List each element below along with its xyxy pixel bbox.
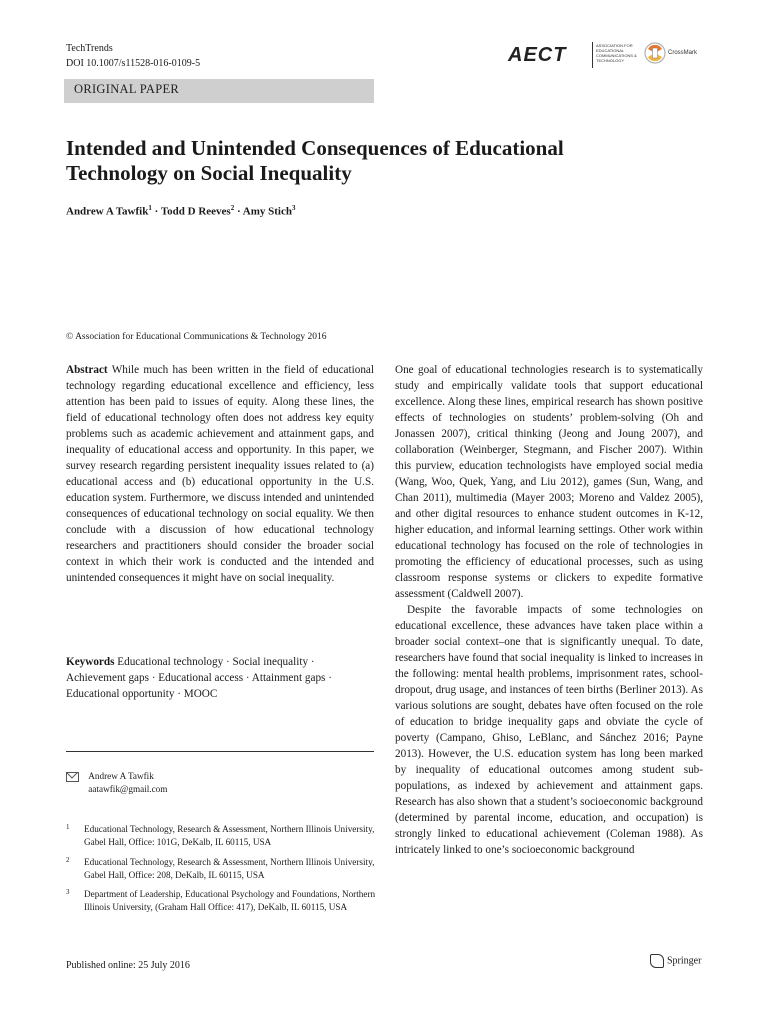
keywords-section	[66, 654, 374, 702]
logo-divider	[592, 42, 593, 68]
abstract-section	[66, 362, 374, 586]
contact-email[interactable]: aatawfik@gmail.com	[88, 783, 168, 794]
aect-logo: AECT	[508, 44, 567, 66]
author-separator: ·	[151, 205, 161, 218]
title-line-2: Technology on Social Inequality	[66, 161, 352, 185]
abstract-text: While much has been written in the field of educational technology regarding educational excellence and efficiency, less attention has been paid to issues of equity. Along these lines, the field of educational technology often does not address key equity problems such as academic achievement and attainment gaps, and inequality of educational access and opportunity. In this paper, we survey research regarding persistent inequality issues related to (a) educational access and (b) educational opportunity in the U.S. education system. Furthermore, we discuss intended and unintended consequences of educational technology on social equality. We then conclude with a discussion of how educational technology researchers and practitioners should consider the broader social context in which their work is conducted and the intended and unintended consequences it might have on social inequality.	[66, 364, 374, 584]
affiliation-text: Educational Technology, Research & Assessment, Northern Illinois University, Gabel Hall, Office: 208, DeKalb, IL 60115, USA	[84, 857, 375, 880]
affiliation-number: 3	[66, 888, 70, 896]
article-type-banner	[64, 79, 374, 103]
author-affiliation-mark: 3	[291, 204, 296, 212]
crossmark-label: CrossMark	[668, 50, 698, 56]
author-name[interactable]: Andrew A Tawfik	[66, 205, 149, 218]
body-text	[395, 362, 703, 858]
journal-header	[66, 41, 200, 71]
title-line-1: Intended and Unintended Consequences of Educational	[66, 136, 564, 160]
publisher-name: Springer	[667, 955, 702, 967]
doi: DOI 10.1007/s11528-016-0109-5	[66, 58, 201, 69]
author-list	[66, 204, 295, 218]
crossmark-icon[interactable]	[644, 42, 666, 64]
affiliation-number: 1	[66, 823, 70, 831]
paper-title	[66, 136, 666, 186]
aect-tagline: ASSOCIATION FOR EDUCATIONAL COMMUNICATIONS & TECHNOLOGY	[596, 43, 637, 63]
affiliation-text: Department of Leadership, Educational Psychology and Foundations, Northern Illinois University, (Graham Hall Office: 417), DeKalb, IL 60115, USA	[84, 889, 376, 912]
body-paragraph-1: One goal of educational technologies research is to systematically study and empirically validate tools that support educational excellence. Along these lines, empirical research has shown positive effects of technologies on students’ problem-solving (Oh and Jonassen 2007), critical thinking (Jeong and Joung 2007), and collaboration (Weinberger, Stegmann, and Fischer 2007). Within this purview, education technologists have employed social media (Wang, Woo, Quek, Yang, and Liu 2012), games (Sun, Wang, and Chan 2011), multimedia (Mayer 2003; Moreno and Valdez 2005), and other digital resources to enhance student outcomes in K-12, higher education, and informal learning settings. Other work within educational technology has focused on the role of technologies in promoting the efficiency of educational processes, such as using classroom response systems or clickers to expedite formative assessment (Caldwell 2007).	[395, 364, 703, 600]
journal-name: TechTrends	[66, 43, 113, 54]
keywords-label: Keywords	[66, 656, 115, 668]
contact-name: Andrew A Tawfik	[88, 771, 154, 781]
springer-horse-icon	[650, 954, 664, 968]
published-date: Published online: 25 July 2016	[66, 960, 190, 971]
footnote-divider	[66, 751, 374, 752]
keywords-text: Educational technology · Social inequality · Achievement gaps · Educational access · Attainment gaps · Educational opportunity · MOOC	[66, 656, 332, 700]
article-type: ORIGINAL PAPER	[74, 82, 180, 96]
affiliation-number: 2	[66, 856, 70, 864]
body-paragraph-2: Despite the favorable impacts of some technologies on educational excellence, these advances have taken place within a broader social context–one that is significantly unequal. To date, researchers have found that social inequality is linked to increases in the following: mental health problems, imprisonment rates, school-dropout, drug usage, and instances of teen births (Berliner 2013). As various solutions are sought, debates have often focused on the role of education to bridge inequality gaps and obviate the cycle of poverty (Campano, Ghiso, LeBlanc, and Sánchez 2016; Payne 2013). However, the U.S. education system has long been marked by inequality of educational outcomes among student sub-populations, as indexed by achievement and attainment gaps. Research has also shown that a student’s socioeconomic background (determined by parental income, education, and occupation) is strongly linked to educational achievement (Coleman 1988). As intricately linked to one’s socioeconomic background	[395, 604, 703, 856]
affiliation-text: Educational Technology, Research & Assessment, Northern Illinois University, Gabel Hall, Office: 101G, DeKalb, IL 60115, USA	[84, 824, 375, 847]
author-affiliation-mark: 2	[230, 204, 235, 212]
springer-logo	[650, 954, 701, 968]
author-name[interactable]: Todd D Reeves	[160, 205, 231, 218]
corresponding-author	[66, 770, 167, 795]
author-separator: ·	[234, 205, 243, 218]
abstract-label: Abstract	[66, 364, 108, 376]
author-affiliation-mark: 1	[148, 204, 152, 212]
copyright-notice: © Association for Educational Communications & Technology 2016	[66, 332, 327, 342]
author-name[interactable]: Amy Stich	[242, 205, 292, 218]
envelope-icon	[66, 772, 79, 782]
